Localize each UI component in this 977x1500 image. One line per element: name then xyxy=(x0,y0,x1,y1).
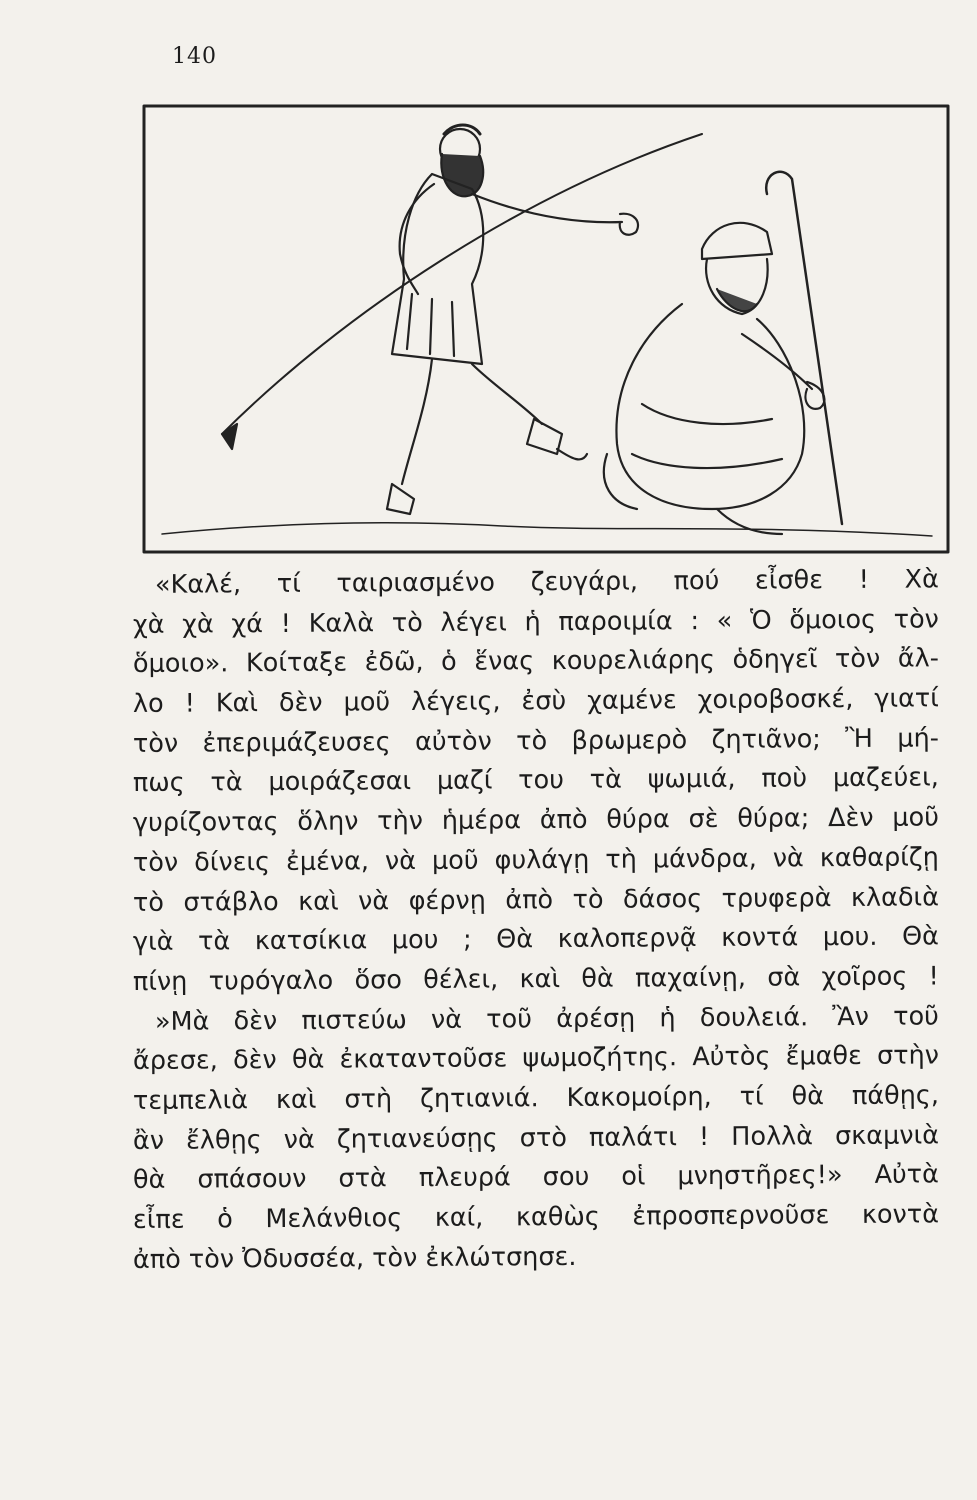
text-line: ἂν ἔλθῃς νὰ ζητιανεύσῃς στὸ παλάτι ! Πολλὰ σκαμνιὰ xyxy=(132,1119,940,1156)
text-line: ὅμοιο». Κοίταξε ἐδῶ, ὁ ἕνας κουρελιάρης ὁδηγεῖ τὸν ἄλ- xyxy=(132,643,940,680)
illustration xyxy=(142,104,950,556)
text-line: ἄρεσε, δὲν θὰ ἐκαταντοῦσε ψωμοζήτης. Αὐτὸς ἔμαθε στὴν xyxy=(132,1040,940,1077)
text-line: πίνῃ τυρόγαλο ὅσο θέλει, καὶ θὰ παχαίνῃ, σὰ χοῖρος ! xyxy=(132,961,939,997)
page-number: 140 xyxy=(172,44,217,69)
text-line: »Μὰ δὲν πιστεύω νὰ τοῦ ἀρέσῃ ἡ δουλειά. Ἂν τοῦ xyxy=(154,1000,940,1037)
text-line: γιὰ τὰ κατσίκια μου ; Θὰ καλοπερνᾷ κοντά μου. Θὰ xyxy=(132,921,940,958)
text-line: «Καλέ, τί ταιριασμένο ζευγάρι, πού εἶσθε ! Χὰ xyxy=(154,564,939,600)
illustration-frame xyxy=(144,106,948,552)
text-line: λο ! Καὶ δὲν μοῦ λέγεις, ἐσὺ χαμένε χοιροβοσκέ, γιατί xyxy=(132,683,939,720)
text-line: εἶπε ὁ Μελάνθιος καί, καθὼς ἐπροσπερνοῦσε κοντὰ xyxy=(132,1199,940,1235)
text-line: τεμπελιὰ καὶ στὴ ζητιανιά. Κακομοίρη, τί θὰ πάθῃς, xyxy=(132,1080,940,1116)
crouching-old-man-with-staff-icon xyxy=(604,172,842,534)
text-line: τὸν δίνεις ἐμένα, νὰ μοῦ φυλάγῃ τὴ μάνδρα, νὰ καθαρίζῃ xyxy=(132,842,940,878)
text-line: γυρίζοντας ὅλην τὴν ἡμέρα ἀπὸ θύρα σὲ θύρα; Δὲν μοῦ xyxy=(132,802,940,839)
text-body xyxy=(133,566,939,1280)
text-line: πως τὰ μοιράζεσαι μαζί του τὰ ψωμιά, ποὺ μαζεύει, xyxy=(132,762,939,799)
text-line: τὸ στάβλο καὶ νὰ φέρνῃ ἀπὸ τὸ δάσος τρυφερὰ κλαδιὰ xyxy=(132,881,940,918)
beggar-kicking-figure-icon xyxy=(222,125,702,514)
text-line: θὰ σπάσουν στὰ πλευρά σου οἱ μνηστῆρες!» Αὐτὰ xyxy=(132,1159,940,1196)
text-line: χὰ χὰ χά ! Καλὰ τὸ λέγει ἡ παροιμία : « Ὁ ὅμοιος τὸν xyxy=(132,604,939,640)
text-line: τὸν ἐπεριμάζευσες αὐτὸν τὸ βρωμερὸ ζητιᾶνο; Ἢ μή- xyxy=(132,723,940,759)
text-line: ἀπὸ τὸν Ὀδυσσέα, τὸν ἐκλώτσησε. xyxy=(132,1241,577,1275)
